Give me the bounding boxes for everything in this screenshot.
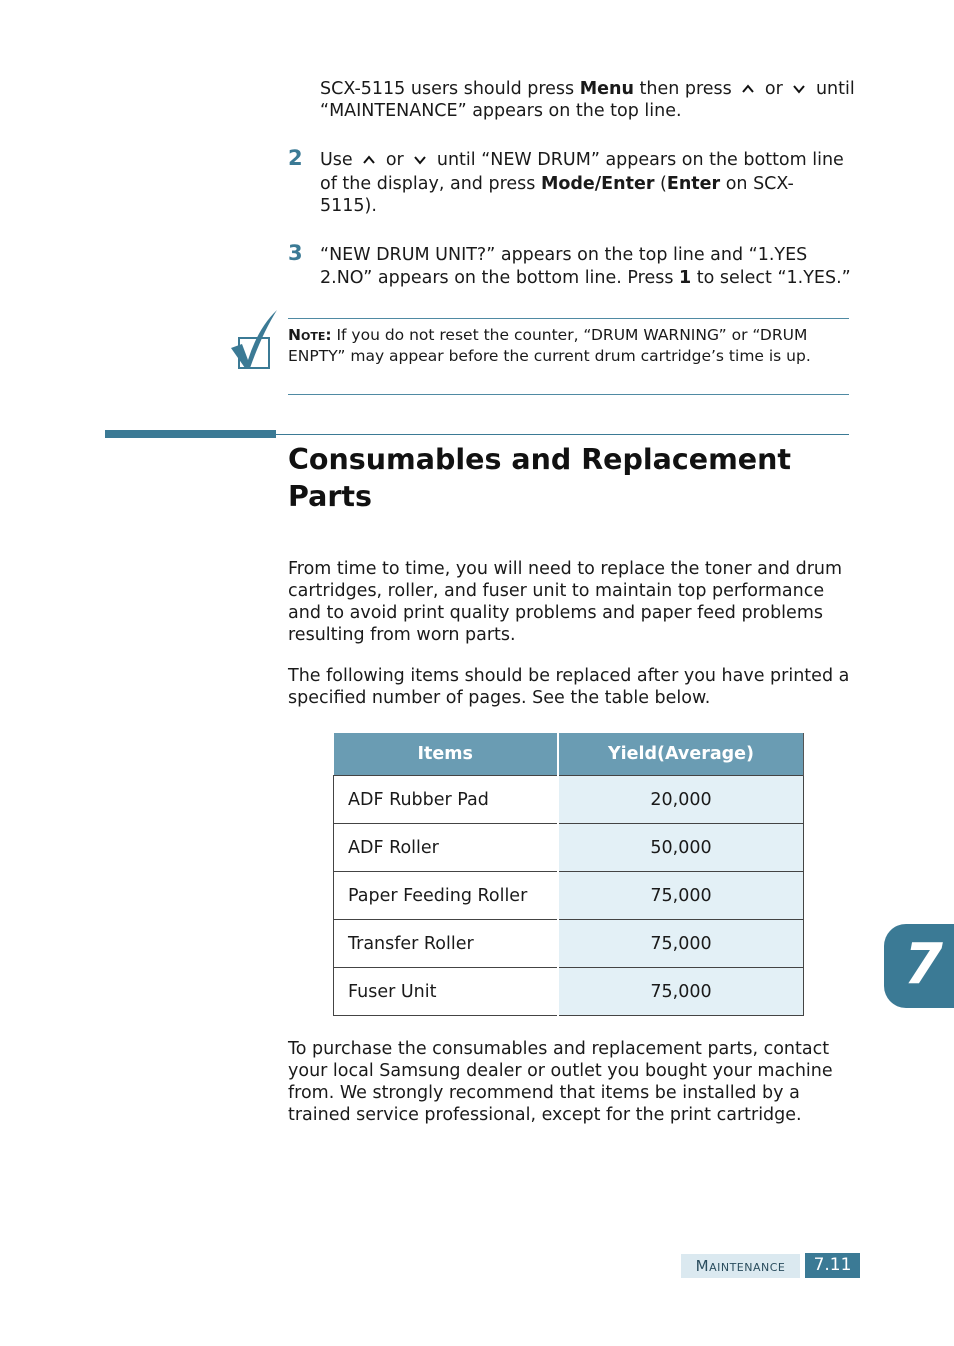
mode-enter-key: Mode/Enter (540, 174, 655, 194)
checkmark-note-icon (228, 308, 280, 370)
replacement-parts-table (333, 733, 804, 1016)
table-row (334, 872, 804, 920)
note-text: Note: If you do not reset the counter, “DRUM WARNING” or “DRUM ENPTY” may appear before the current drum cartridge’s time is up. (288, 326, 811, 365)
yield-cell: 75,000 (558, 872, 804, 920)
header-yield: Yield(Average) (558, 733, 804, 776)
down-arrow-icon (413, 154, 427, 166)
intro-paragraph: From time to time, you will need to replace the toner and drum cartridges, roller, and fuser unit to maintain top performance and to avoid print quality problems and paper feed problems resulting from worn parts. (288, 559, 843, 645)
yield-cell: 75,000 (558, 920, 804, 968)
table-intro-paragraph: The following items should be replaced after you have printed a specified number of pages. See the table below. (288, 666, 850, 708)
step-3-number: 3 (288, 241, 303, 265)
step-3-text: “NEW DRUM UNIT?” appears on the top line and “1.YES 2.NO” appears on the bottom line. Press 1 to select “1.YES.” (320, 245, 851, 288)
footer-page-number: 7.11 (805, 1253, 860, 1278)
table-row (334, 824, 804, 872)
note-bottom-rule (288, 394, 849, 395)
menu-key: Menu (579, 79, 634, 99)
footer-section-label: Maintenance (681, 1254, 800, 1278)
step-2-text: Use or until “NEW DRUM” appears on the bottom line of the display, and press Mode/Enter (Enter on SCX- 5115). (320, 150, 844, 216)
yield-cell: 50,000 (558, 824, 804, 872)
item-cell: ADF Roller (334, 824, 559, 872)
purchase-paragraph: To purchase the consumables and replacement parts, contact your local Samsung dealer or outlet you bought your machine from. We strongly recommend that items be installed by a trained service professional, except for the print cartridge. (288, 1039, 833, 1125)
step-2-number: 2 (288, 146, 303, 170)
table-row (334, 776, 804, 824)
header-items: Items (334, 733, 559, 776)
section-rule (276, 434, 849, 435)
section-bar (105, 430, 276, 438)
item-cell: ADF Rubber Pad (334, 776, 559, 824)
section-heading: Consumables and Replacement Parts (288, 443, 792, 513)
enter-key: Enter (666, 174, 721, 194)
key-1: 1 (679, 268, 692, 288)
table-row (334, 968, 804, 1016)
up-arrow-icon (362, 154, 376, 166)
note-top-rule (288, 318, 849, 319)
table-header-row (334, 733, 804, 776)
item-cell: Fuser Unit (334, 968, 559, 1016)
up-arrow-icon (741, 83, 755, 95)
yield-cell: 20,000 (558, 776, 804, 824)
down-arrow-icon (792, 83, 806, 95)
chapter-number: 7 (904, 932, 943, 997)
yield-cell: 75,000 (558, 968, 804, 1016)
item-cell: Paper Feeding Roller (334, 872, 559, 920)
table-row (334, 920, 804, 968)
step1-continuation: SCX-5115 users should press Menu then press or until “MAINTENANCE” appears on the top line. (320, 79, 855, 121)
chapter-tab (884, 924, 954, 1008)
item-cell: Transfer Roller (334, 920, 559, 968)
note-label: Note: (288, 326, 332, 344)
